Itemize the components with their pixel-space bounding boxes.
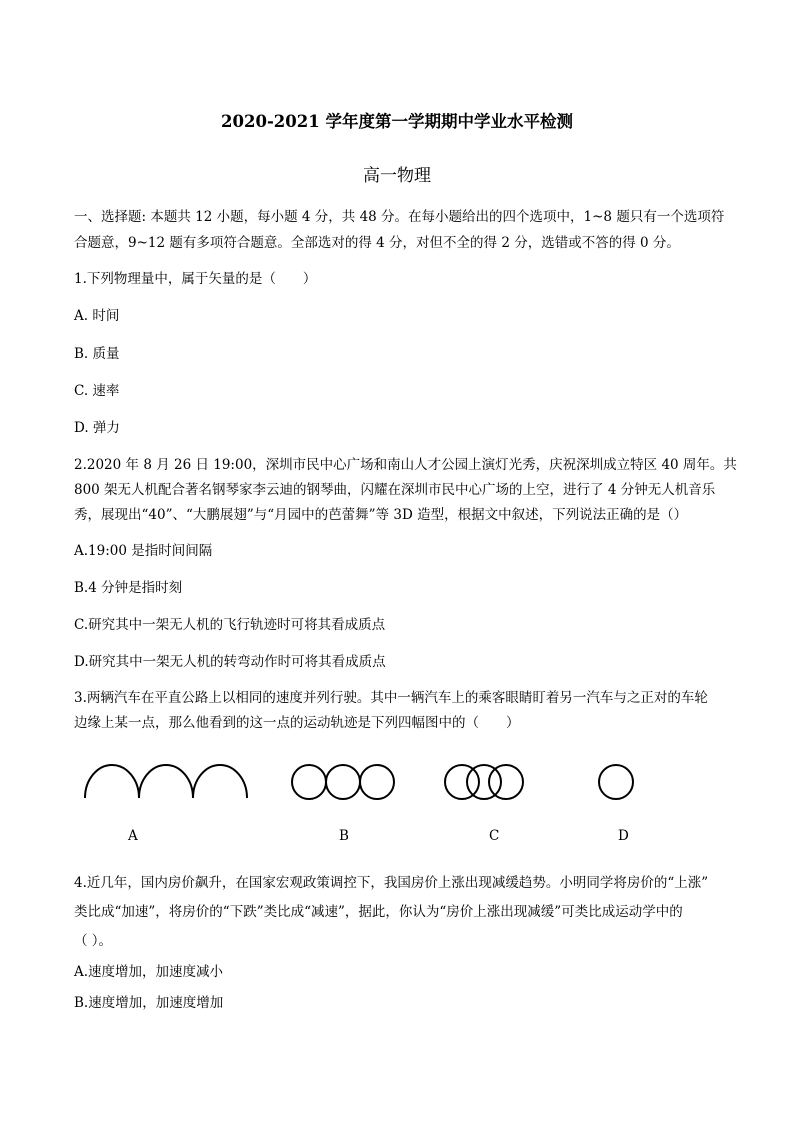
exam-title: 2020-2021 学年度第一学期期中学业水平检测 [221, 112, 573, 131]
figure-label-d: D [618, 828, 629, 844]
option-c: C. 速率 [74, 383, 120, 399]
question-stem-line: 边缘上某一点，那么他看到的这一点的运动轨迹是下列四幅图中的（ ） [74, 715, 520, 731]
subject-title: 高一物理 [363, 166, 431, 186]
instruction-line: 合题意，9~12 题有多项符合题意。全部选对的得 4 分，对但不全的得 2 分，选错或不答的得 0 分。 [74, 235, 680, 251]
question-stem-line: 2.2020 年 8 月 26 日 19:00，深圳市民中心广场和南山人才公园上演灯光秀，庆祝深圳成立特区 40 周年。共 [74, 457, 737, 473]
figure-d-circle [599, 765, 633, 799]
option-d: D.研究其中一架无人机的转弯动作时可将其看成质点 [74, 654, 386, 670]
question-stem-line: 3.两辆汽车在平直公路上以相同的速度并列行驶。其中一辆汽车上的乘客眼睛盯着另一汽车与之正对的车轮 [74, 690, 708, 706]
option-b: B.4 分钟是指时刻 [74, 580, 183, 596]
question-stem-line: 4.近几年，国内房价飙升，在国家宏观政策调控下，我国房价上涨出现减缓趋势。小明同学将房价的“上涨” [74, 875, 709, 891]
option-c: C.研究其中一架无人机的飞行轨迹时可将其看成质点 [74, 617, 386, 633]
figure-a-arches [85, 765, 247, 798]
instruction-line: 一、选择题: 本题共 12 小题，每小题 4 分，共 48 分。在每小题给出的四个选项中，1~8 题只有一个选项符 [74, 209, 725, 225]
figure-label-c: C [489, 828, 500, 844]
question-stem-line: 类比成“加速”，将房价的“下跌”类比成“减速”，据此，你认为“房价上涨出现减缓”可类比成运动学中的 [74, 904, 683, 920]
option-a: A. 时间 [74, 308, 120, 324]
figure-label-b: B [339, 828, 349, 844]
option-d: D. 弹力 [74, 420, 120, 436]
option-b: B. 质量 [74, 346, 120, 362]
question-stem-line: （ ）。 [74, 933, 113, 949]
figure-b-circles [292, 765, 394, 799]
trajectory-figure [0, 750, 794, 860]
option-a: A.速度增加，加速度减小 [74, 964, 224, 980]
question-stem: 1.下列物理量中，属于矢量的是（ ） [74, 271, 317, 287]
option-b: B.速度增加，加速度增加 [74, 995, 224, 1011]
question-stem-line: 秀，展现出“40”、“大鹏展翅”与“月园中的芭蕾舞”等 3D 造型，根据文中叙述，下列说法正确的是（） [74, 507, 688, 523]
figure-c-circles [445, 765, 523, 799]
question-stem-line: 800 架无人机配合著名钢琴家李云迪的钢琴曲，闪耀在深圳市民中心广场的上空，进行了 4 分钟无人机音乐 [74, 482, 716, 498]
option-a: A.19:00 是指时间间隔 [74, 543, 213, 559]
figure-label-a: A [128, 828, 138, 844]
